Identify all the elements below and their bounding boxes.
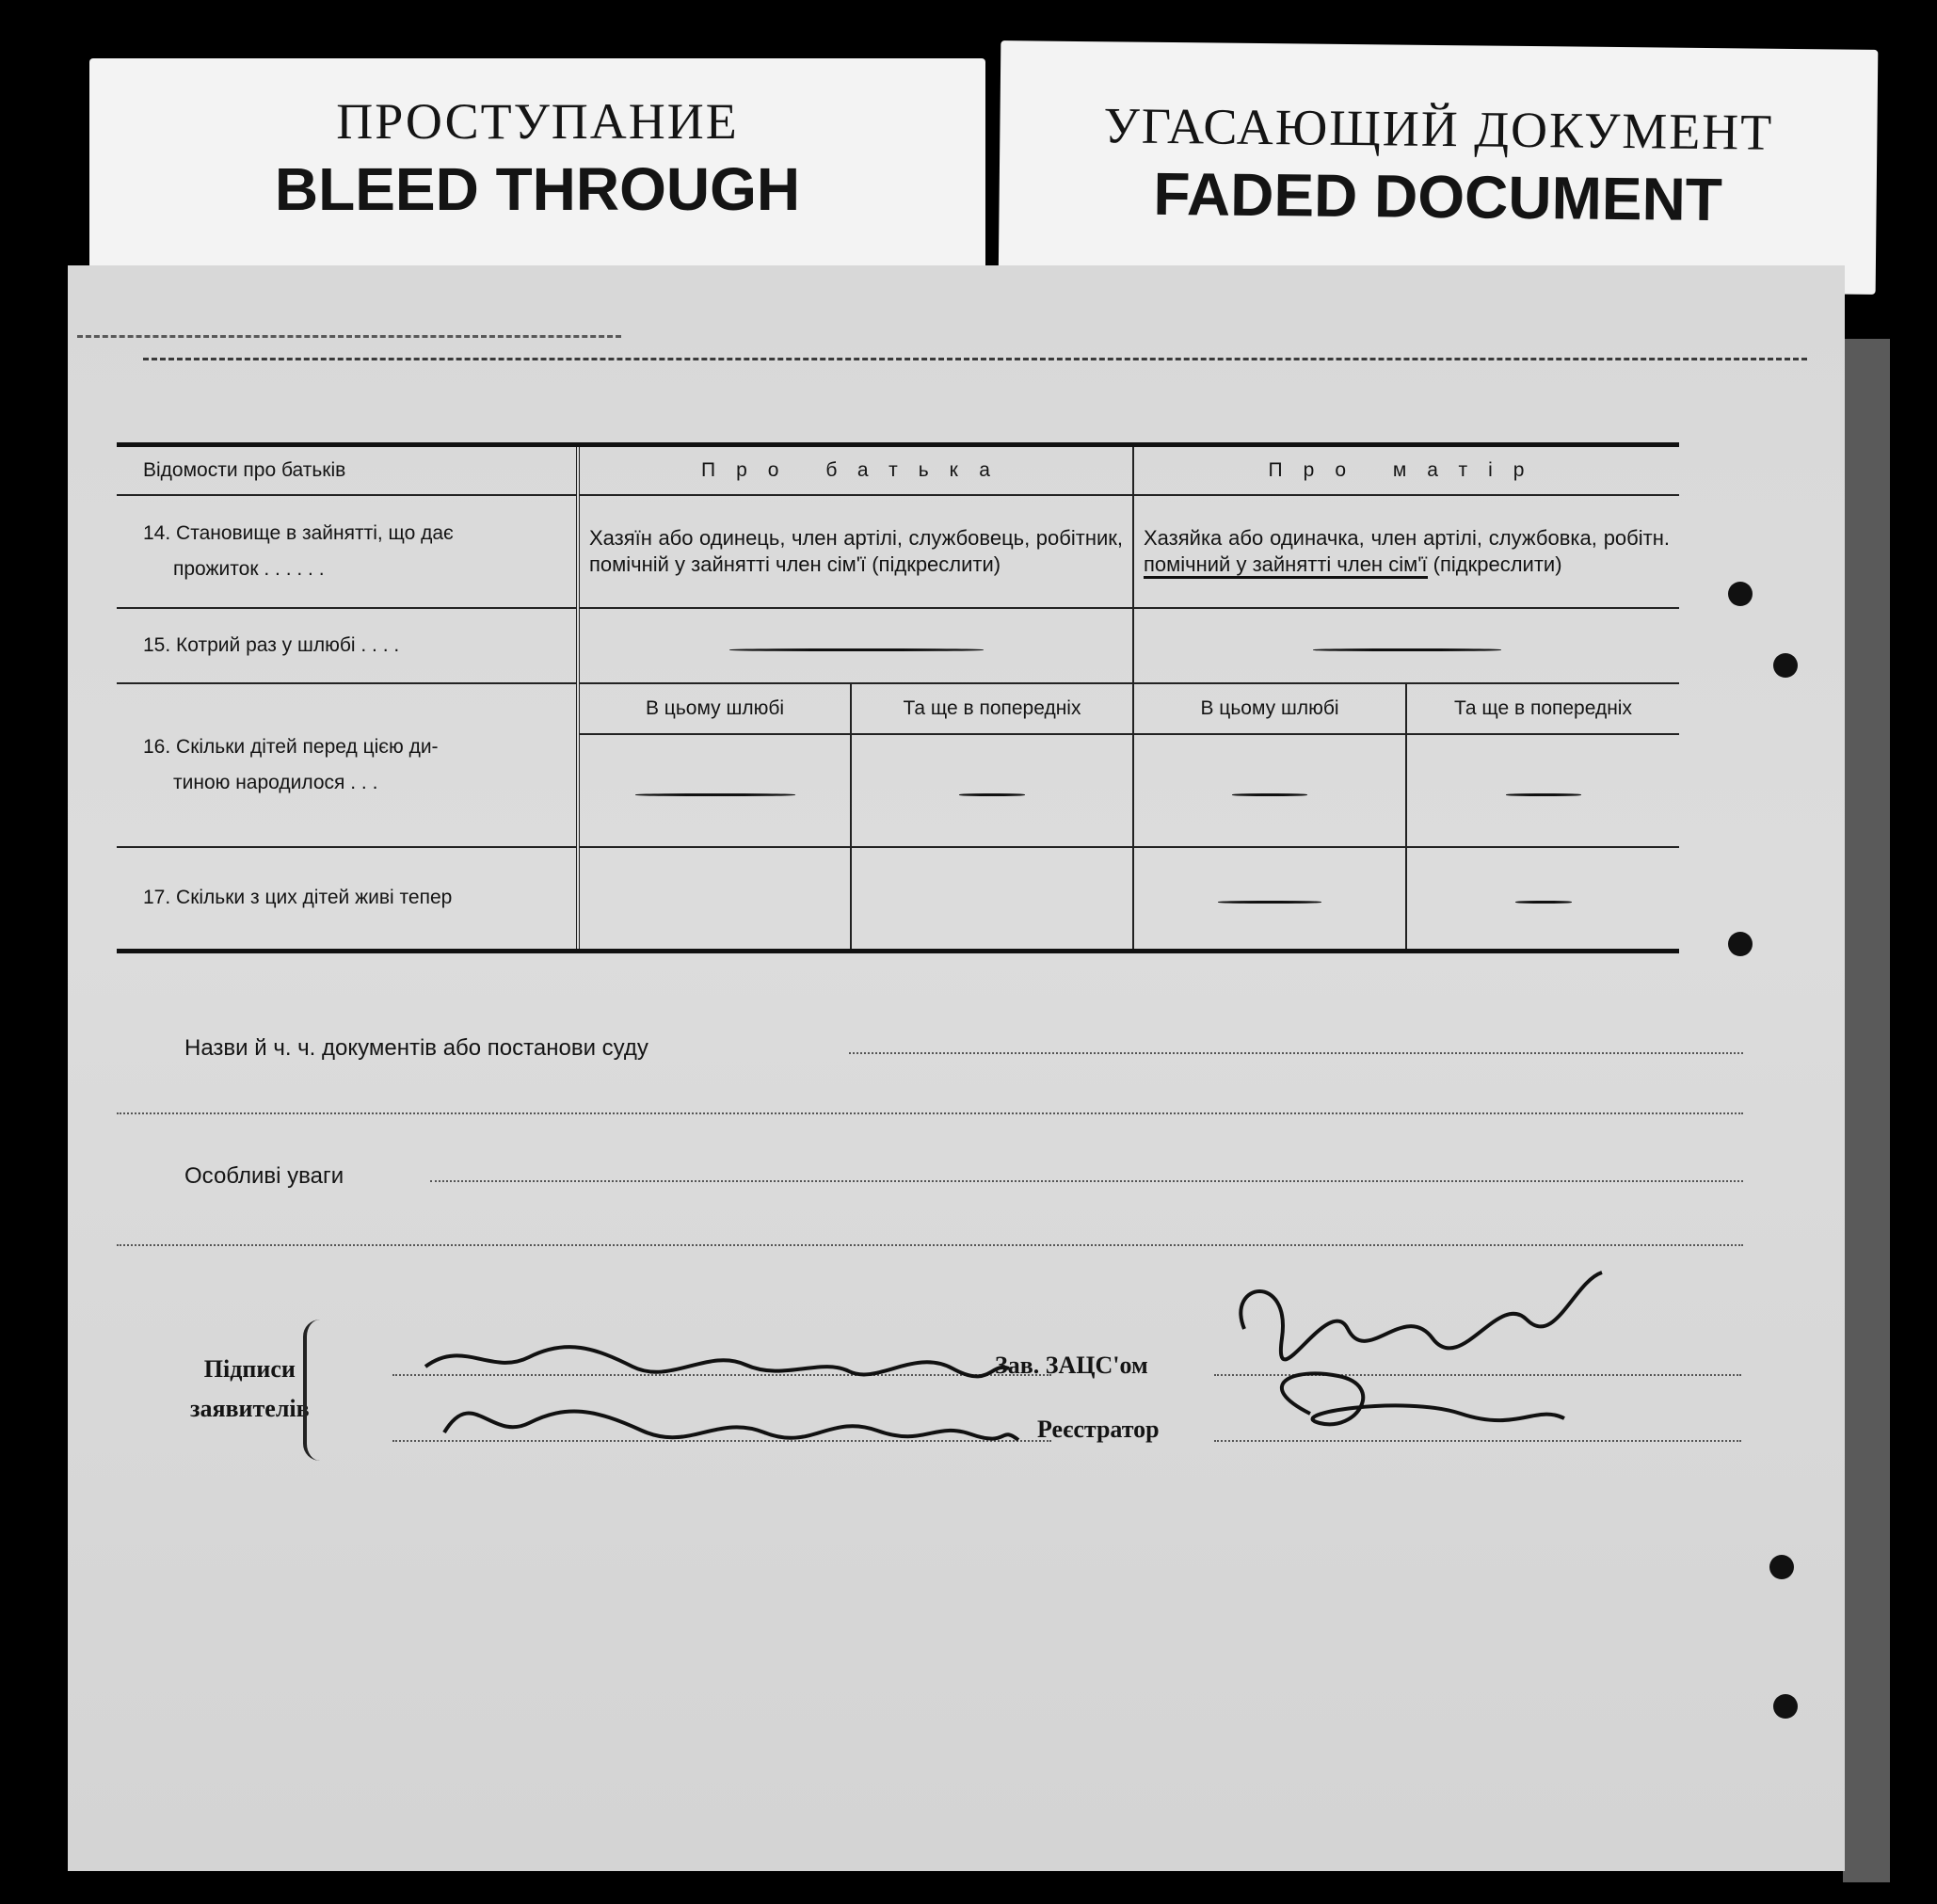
table-row-15 [117, 608, 1679, 683]
card-title-en: FADED DOCUMENT [1153, 159, 1723, 234]
dotted-line [430, 1180, 1743, 1182]
official-signatures [1216, 1263, 1611, 1451]
punch-hole [1773, 1694, 1798, 1719]
perforation-line [77, 335, 621, 338]
mother-marriage-count [1133, 608, 1679, 683]
handwritten-dash [1313, 648, 1501, 651]
dotted-line [117, 1112, 1743, 1114]
dotted-line [117, 1244, 1743, 1246]
row-17-label: 17. Скільки з цих дітей живі тепер [117, 847, 578, 951]
children-subheader-row [117, 683, 1679, 734]
punch-hole [1773, 653, 1798, 678]
punch-hole [1728, 582, 1753, 606]
applicant-signatures [407, 1320, 1028, 1461]
faded-document-label-card [999, 40, 1879, 295]
header-parents-info: Відомости про батьків [117, 445, 578, 496]
row-15-label: 15. Котрий раз у шлюбі . . . . [117, 608, 578, 683]
cell [578, 847, 851, 951]
underlined-option: помічний у зайнятті член сім'ї [1144, 552, 1428, 579]
father-marriage-count [578, 608, 1133, 683]
documents-field-label: Назви й ч. ч. документів або постанови суду [184, 1035, 648, 1061]
header-mother: Про матір [1133, 445, 1679, 496]
card-title-ru: ПРОСТУПАНИЕ [336, 93, 739, 150]
head-registry-label: Зав. ЗАЦС'ом [995, 1352, 1148, 1379]
page-edge-shadow [1843, 339, 1890, 1882]
handwritten-dash [1218, 901, 1321, 904]
cell [1133, 734, 1406, 847]
cell [851, 847, 1133, 951]
parents-info-table [117, 442, 1679, 953]
cell [1406, 734, 1679, 847]
table-header-row [117, 445, 1679, 496]
table-row-17 [117, 847, 1679, 951]
row-14-label: 14. Становище в зайнятті, що дає прожиток . . . . . . [117, 495, 578, 608]
bracket [303, 1320, 320, 1461]
card-title-ru: УГАСАЮЩИЙ ДОКУМЕНТ [1103, 97, 1774, 161]
subheader-father-previous: Та ще в попередніх [851, 683, 1133, 734]
cell [1406, 847, 1679, 951]
handwritten-dash [959, 793, 1025, 796]
punch-hole [1769, 1555, 1794, 1579]
cell [1133, 847, 1406, 951]
card-title-en: BLEED THROUGH [274, 155, 801, 223]
remarks-field-label: Особливі уваги [184, 1163, 344, 1189]
perforation-line [143, 358, 1807, 360]
registrar-label: Реєстратор [1037, 1416, 1160, 1443]
handwritten-dash [729, 648, 984, 651]
subheader-mother-previous: Та ще в попередніх [1406, 683, 1679, 734]
punch-hole [1728, 932, 1753, 956]
father-occupation-options: Хазяїн або одинець, член артілі, службовець, робітник, помічній у зайнятті член сім'ї (підкреслити) [578, 495, 1133, 608]
dotted-line [849, 1052, 1743, 1054]
subheader-father-this-marriage: В цьому шлюбі [578, 683, 851, 734]
cell [578, 734, 851, 847]
mother-occupation-options: Хазяйка або одиначка, член артілі, службовка, робітн. помічний у зайнятті член сім'ї (підкреслити) [1133, 495, 1679, 608]
cell [851, 734, 1133, 847]
table-row-14 [117, 495, 1679, 608]
handwritten-dash [1515, 901, 1572, 904]
form-sheet [68, 265, 1845, 1871]
handwritten-dash [1506, 793, 1581, 796]
applicants-signatures-label: Підписи заявителів [190, 1355, 310, 1422]
handwritten-dash [635, 793, 795, 796]
header-father: Про батька [578, 445, 1133, 496]
subheader-mother-this-marriage: В цьому шлюбі [1133, 683, 1406, 734]
handwritten-dash [1232, 793, 1307, 796]
row-16-label: 16. Скільки дітей перед цією ди- тиною народилося . . . [117, 683, 578, 847]
